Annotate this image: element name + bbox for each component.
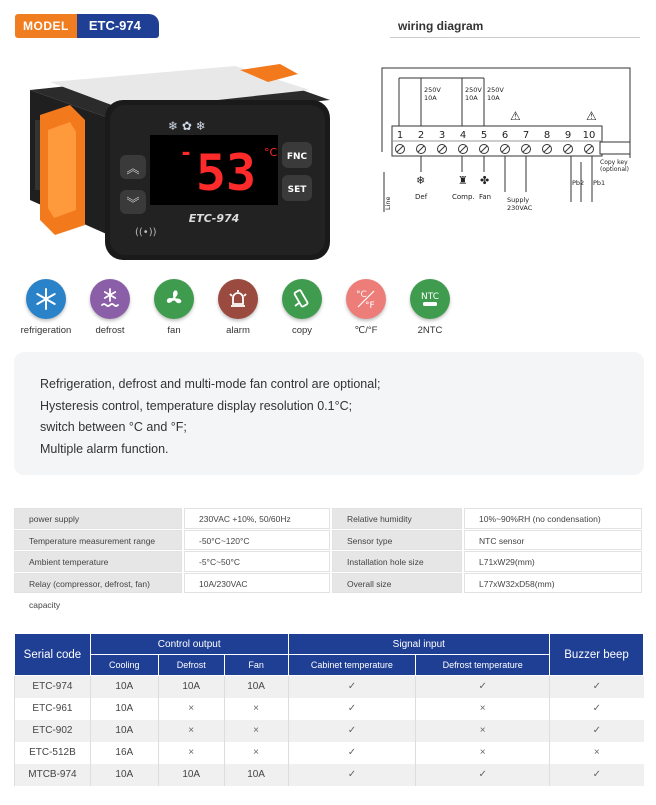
cell-fan: × [224,742,288,764]
ntc-icon [410,279,450,319]
spec-row [14,551,644,573]
svg-text:SET: SET [287,185,307,195]
feature-alarm [206,279,270,336]
table-row [15,720,644,742]
terminal-block [396,130,596,154]
spec-row [14,530,644,552]
header-control-output: Control output [90,634,288,655]
relay-2-current: 10A [465,94,478,102]
label-supply-voltage: 230VAC [507,204,533,212]
spec-value: L71xW29(mm) [464,551,642,572]
label-pb1: Pb1 [593,179,606,187]
warning-icon: ⚠ [586,109,597,123]
header-buzzer-beep: Buzzer beep [550,634,644,676]
spec-value: 10%~90%RH (no condensation) [464,508,642,529]
svg-text:((•)): ((•)) [135,227,157,238]
table-row [15,676,644,698]
cell-serial: MTCB-974 [15,764,91,786]
feature-fan [142,279,206,336]
feature-label: alarm [226,325,250,336]
terminal-number: 2 [417,130,425,141]
model-value: ETC-974 [77,14,159,38]
description-line: switch between °C and °F; [40,420,187,434]
cell-buzzer: × [550,742,644,764]
relay-2-voltage: 250V [465,86,482,94]
svg-text:︽: ︽ [126,162,140,177]
label-copy-key: Copy key [600,159,628,166]
terminal-number: 9 [564,130,572,141]
spec-row [14,573,644,610]
header-cabinet-temperature: Cabinet temperature [288,655,416,676]
description-panel [14,352,644,475]
feature-label: copy [291,325,313,336]
header-fan: Fan [224,655,288,676]
snowflake-icon [26,279,66,319]
description-line: Refrigeration, defrost and multi-mode fan control are optional; [40,377,381,391]
cell-fan: 10A [224,676,288,698]
cell-buzzer: ✓ [550,764,644,786]
label-pb2: Pb2 [572,179,585,187]
spec-row [14,508,644,530]
svg-text:︾: ︾ [126,197,140,212]
header-defrost-temperature: Defrost temperature [416,655,550,676]
feature-icons [14,279,443,339]
feature-label: 2NTC [417,325,443,336]
spec-key: Sensor type [332,530,462,551]
cell-cooling: 10A [90,720,158,742]
spec-value: L77xW32xD58(mm) [464,573,642,594]
copy-key-icon [282,279,322,319]
header-cooling: Cooling [90,655,158,676]
terminal-number: 8 [543,130,551,141]
spec-key: Overall size [332,573,462,594]
cell-buzzer: ✓ [550,676,644,698]
cell-defrost: 10A [158,676,224,698]
spec-key: power supply [14,508,182,529]
label-line: Line [384,196,392,210]
compressor-icon: ♜ [458,175,468,187]
svg-text:NTC: NTC [421,292,439,302]
cell-fan: 10A [224,764,288,786]
relay-3-voltage: 250V [487,86,504,94]
wiring-title: wiring diagram [398,19,484,33]
cell-cabinet-temperature: ✓ [288,698,416,720]
cell-cooling: 16A [90,742,158,764]
table-row [15,742,644,764]
terminal-number: 10 [582,130,596,141]
display-unit: °C [264,146,278,159]
feature-label: refrigeration [20,325,72,336]
cell-defrost-temperature: ✓ [416,676,550,698]
description-line: Multiple alarm function. [40,441,169,456]
display-minus-sign: - [179,141,193,166]
cell-defrost-temperature: ✓ [416,764,550,786]
header-signal-input: Signal input [288,634,550,655]
cell-cooling: 10A [90,698,158,720]
table-row [15,698,644,720]
feature-copy [270,279,334,336]
cell-fan: × [224,698,288,720]
label-fan: Fan [479,193,492,201]
table-row [15,764,644,786]
header-defrost: Defrost [158,655,224,676]
divider [390,37,640,38]
spec-value: 230VAC +10%, 50/60Hz [184,508,330,529]
spec-value: -5°C~50°C [184,551,330,572]
fan-icon [154,279,194,319]
cell-cabinet-temperature: ✓ [288,742,416,764]
cell-defrost: × [158,698,224,720]
feature-temperature-unit [334,279,398,336]
cell-cabinet-temperature: ✓ [288,720,416,742]
cell-serial: ETC-974 [15,676,91,698]
cell-buzzer: ✓ [550,698,644,720]
cell-defrost-temperature: × [416,720,550,742]
display-readout: 53 [195,144,257,202]
cell-defrost: 10A [158,764,224,786]
up-button[interactable] [120,155,146,179]
relay-1-current: 10A [424,94,437,102]
terminal-number: 4 [459,130,467,141]
cell-serial: ETC-512B [15,742,91,764]
defrost-heater-icon: ❄ [416,175,426,187]
spec-value: -50°C~120°C [184,530,330,551]
feature-2ntc [398,279,462,336]
wiring-diagram [374,62,644,222]
cell-cabinet-temperature: ✓ [288,764,416,786]
cell-cooling: 10A [90,676,158,698]
spec-key: Relay (compressor, defrost, fan) capacity [14,573,182,594]
fnc-button[interactable] [282,142,312,168]
feature-label: defrost [95,325,125,336]
relay-3-current: 10A [487,94,500,102]
controller-illustration [10,60,335,265]
spec-key: Relative humidity [332,508,462,529]
terminal-number: 6 [501,130,509,141]
spec-value: NTC sensor [464,530,642,551]
spec-key: Installation hole size [332,551,462,572]
terminal-number: 5 [480,130,488,141]
temperature-unit-icon [346,279,386,319]
svg-text:°F: °F [365,301,375,311]
feature-label: ℃/°F [354,325,378,336]
feature-refrigeration [14,279,78,336]
cell-defrost: × [158,742,224,764]
spec-value: 10A/230VAC [184,573,330,594]
header-serial-code: Serial code [15,634,91,676]
svg-text:°C: °C [356,290,367,300]
label-optional: (optional) [600,166,629,173]
comparison-table [14,633,644,786]
cell-defrost-temperature: × [416,698,550,720]
fan-icon: ✤ [480,175,490,187]
label-comp: Comp. [452,193,475,201]
cell-buzzer: ✓ [550,720,644,742]
model-badge [15,14,159,38]
spec-table [14,508,644,610]
feature-label: fan [167,325,181,336]
down-button[interactable] [120,190,146,214]
model-label: MODEL [15,14,77,38]
defrost-icon [90,279,130,319]
feature-defrost [78,279,142,336]
alarm-icon [218,279,258,319]
svg-text:FNC: FNC [286,152,308,162]
cell-defrost-temperature: × [416,742,550,764]
cell-serial: ETC-902 [15,720,91,742]
terminal-number: 1 [396,130,404,141]
svg-text:❄ ✿ ❄: ❄ ✿ ❄ [168,119,206,133]
cell-defrost: × [158,720,224,742]
spec-key: Temperature measurement range [14,530,182,551]
label-supply: Supply [507,196,530,204]
set-button[interactable] [282,175,312,201]
brand-label: ETC-974 [188,212,240,225]
spec-key: Ambient temperature [14,551,182,572]
terminal-number: 7 [522,130,530,141]
cell-cooling: 10A [90,764,158,786]
label-def: Def [415,193,428,201]
description-line: Hysteresis control, temperature display resolution 0.1°C; [40,398,353,413]
cell-serial: ETC-961 [15,698,91,720]
cell-fan: × [224,720,288,742]
warning-icon: ⚠ [510,109,521,123]
terminal-number: 3 [438,130,446,141]
cell-cabinet-temperature: ✓ [288,676,416,698]
relay-1-voltage: 250V [424,86,441,94]
